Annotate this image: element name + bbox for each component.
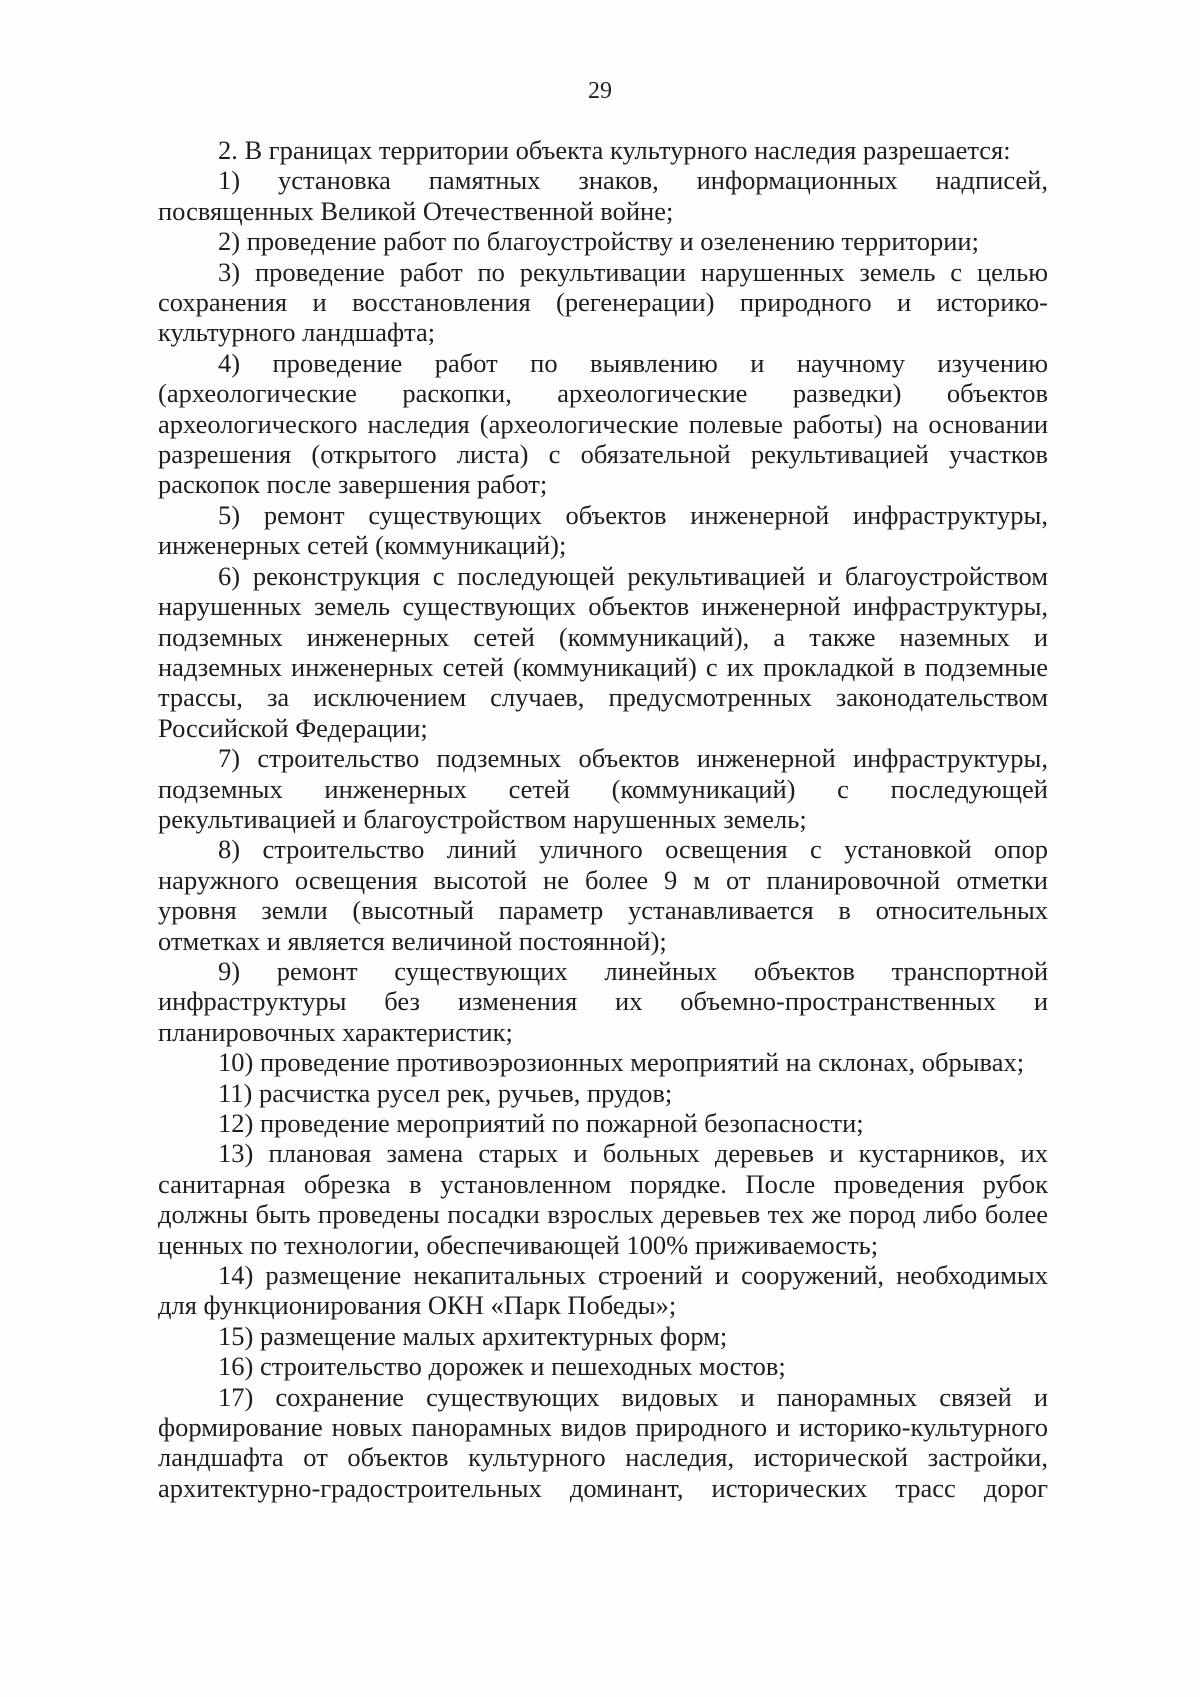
list-item-17: 17) сохранение существующих видовых и панорамных связей и формирование новых панорамных видов природного и историко-культурного ландшафта от объектов культурного наследия, исторической застройки, архитектурно-градостроительных доминант, исторических трасс дорог — [158, 1381, 1048, 1503]
document-body — [158, 135, 1048, 1503]
list-item-9: 9) ремонт существующих линейных объектов транспортной инфраструктуры без изменения их объемно-пространственных и планировочных характеристик; — [158, 955, 1048, 1047]
list-item-11: 11) расчистка русел рек, ручьев, прудов; — [218, 1077, 673, 1108]
section-intro: 2. В границах территории объекта культурного наследия разрешается: — [218, 135, 1011, 165]
list-item-8: 8) строительство линий уличного освещения с установкой опор наружного освещения высотой не более 9 м от планировочной отметки уровня земли (высотный параметр устанавливается в относительных отметках и является величиной постоянной); — [158, 834, 1048, 956]
list-item-7: 7) строительство подземных объектов инженерной инфраструктуры, подземных инженерных сетей (коммуникаций) с последующей рекультивацией и благоустройством нарушенных земель; — [158, 743, 1048, 834]
list-item-12: 12) проведение мероприятий по пожарной безопасности; — [218, 1108, 864, 1138]
list-item-2: 2) проведение работ по благоустройству и озеленению территории; — [218, 226, 979, 257]
list-item-14: 14) размещение некапитальных строений и сооружений, необходимых для функционирования ОКН «Парк Победы»; — [158, 1260, 1048, 1321]
list-item-13: 13) плановая замена старых и больных деревьев и кустарников, их санитарная обрезка в установленном порядке. После проведения рубок должны быть проведены посадки взрослых деревьев тех же пород либо более ценных по технологии, обеспечивающей 100% приживаемость; — [158, 1138, 1048, 1260]
list-item-15: 15) размещение малых архитектурных форм; — [218, 1320, 728, 1351]
list-item-6: 6) реконструкция с последующей рекультивацией и благоустройством нарушенных земель существующих объектов инженерной инфраструктуры, подземных инженерных сетей (коммуникаций), а также наземных и надземных инженерных сетей (коммуникаций) с их прокладкой в подземные трассы, за исключением случаев, предусмотренных законодательством Российской Федерации; — [158, 560, 1048, 743]
list-item-4: 4) проведение работ по выявлению и научному изучению (археологические раскопки, археологические разведки) объектов археологического наследия (археологические полевые работы) на основании разрешения (открытого листа) с обязательной рекультивацией участков раскопок после завершения работ; — [158, 347, 1048, 500]
list-item-3: 3) проведение работ по рекультивации нарушенных земель с целью сохранения и восстановления (регенерации) природного и историко-культурного ландшафта; — [158, 256, 1048, 348]
list-item-1: 1) установка памятных знаков, информационных надписей, посвященных Великой Отечественной войне; — [158, 165, 1048, 226]
list-item-5: 5) ремонт существующих объектов инженерной инфраструктуры, инженерных сетей (коммуникаций); — [158, 499, 1048, 561]
list-item-16: 16) строительство дорожек и пешеходных мостов; — [218, 1351, 786, 1382]
page-number: 29 — [588, 78, 612, 104]
list-item-10: 10) проведение противоэрозионных мероприятий на склонах, обрывах; — [218, 1047, 1025, 1078]
